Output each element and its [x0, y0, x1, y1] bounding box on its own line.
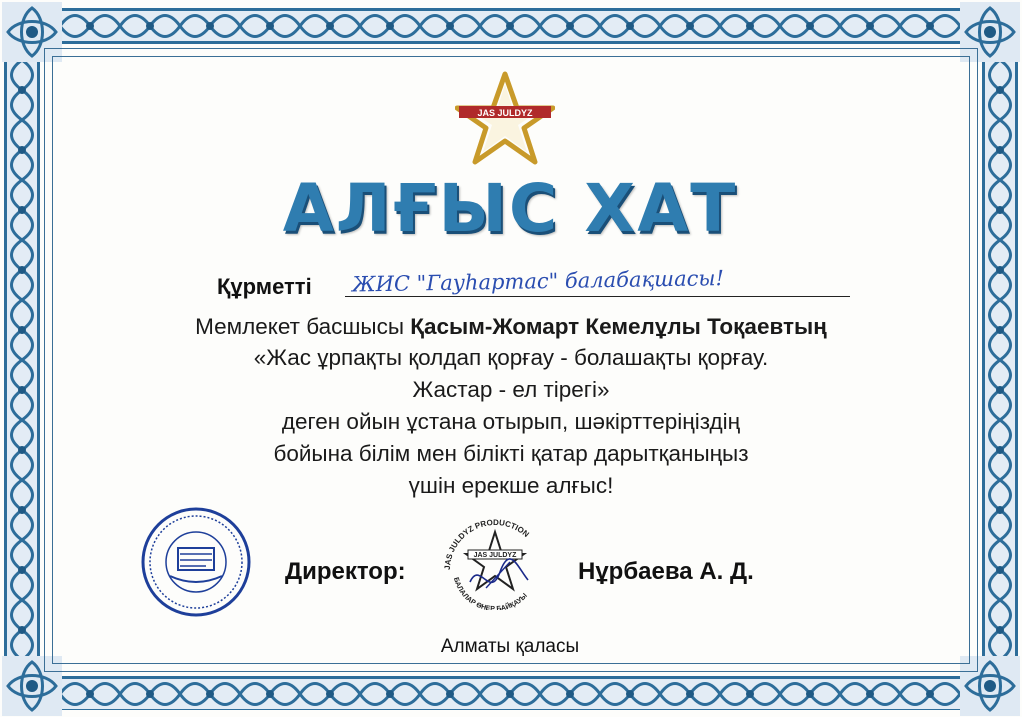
stamp-bottom-text: БАЛАЛАР ӨНЕР БАЙҚАУЫ [452, 576, 529, 610]
ornament-border-right [982, 60, 1018, 660]
body-line-1-prefix: Мемлекет басшысы [195, 314, 411, 339]
body-line-2: «Жас ұрпақты қолдап қорғау - болашақты қорғау. [253, 345, 769, 370]
star-logo-text: JAS JULDYZ [477, 108, 533, 118]
round-seal-stamp [140, 506, 252, 618]
ornament-border-top [60, 8, 960, 44]
president-name: Қасым-Жомарт Кемелұлы Тоқаевтың [410, 314, 827, 339]
body-line-1 [80, 314, 942, 340]
body-line-3: Жастар - ел тірегі» [412, 377, 610, 402]
ornament-border-left [4, 60, 40, 660]
recipient-row [217, 266, 857, 306]
director-label: Директор: [285, 558, 406, 585]
ornament-border-bottom [60, 676, 960, 710]
body-line-6: үшін ерекше алғыс! [408, 473, 614, 498]
stamp-center-text: JAS JULDYZ [473, 552, 517, 559]
respected-label: Құрметті [217, 274, 312, 299]
recipient-underline [345, 296, 850, 297]
star-logo [455, 70, 555, 165]
svg-text:JAS JULDYZ PRODUCTION [443, 518, 531, 570]
body-line-4: деген ойын ұстана отырып, шәкірттеріңіздің [281, 409, 741, 434]
production-stamp [440, 510, 550, 610]
director-name: Нұрбаева А. Д. [578, 558, 754, 585]
city-label: Алматы қаласы [440, 636, 580, 657]
recipient-handwritten: ЖИС "Гауһартас" балабақшасы! [351, 266, 725, 297]
certificate-title: АЛҒЫС ХАТ [282, 170, 738, 247]
body-line-5: бойына білім мен білікті қатар дарытқаныңыз [273, 441, 749, 466]
stamp-top-text: JAS JULDYZ PRODUCTION [442, 517, 531, 571]
